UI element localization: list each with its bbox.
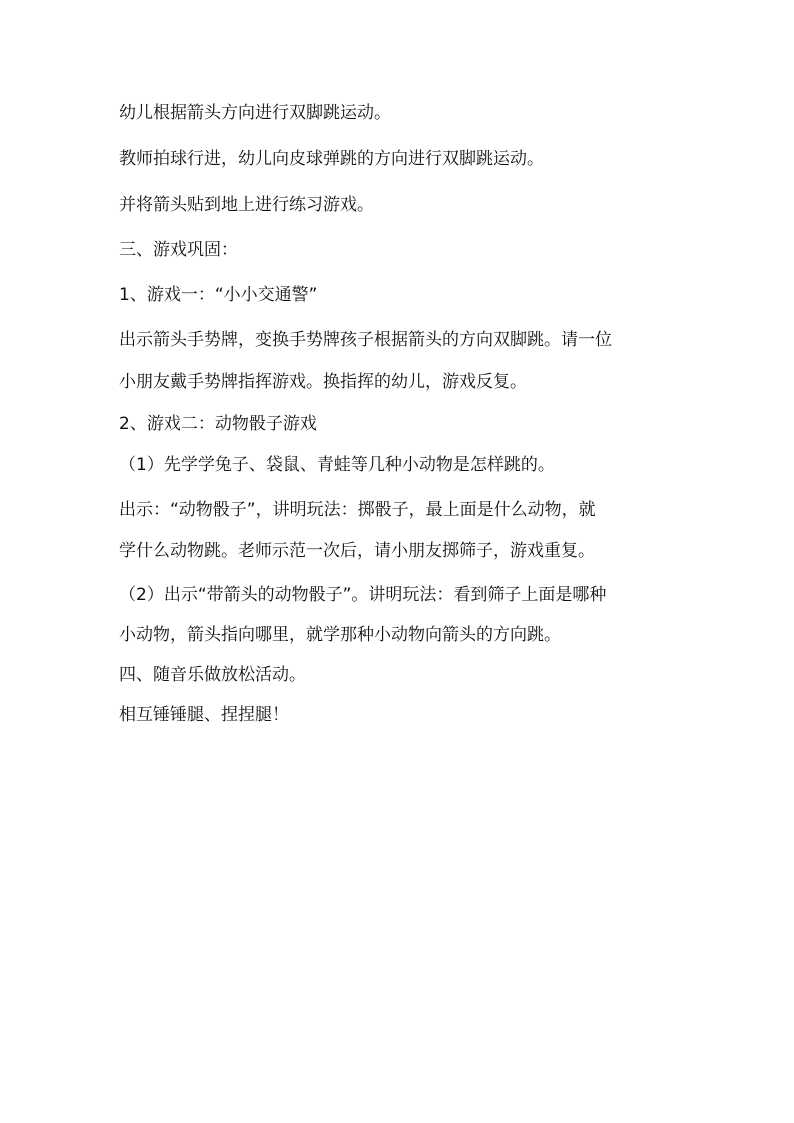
paragraph-line: 幼儿根据箭头方向进行双脚跳运动。 bbox=[119, 103, 391, 123]
paragraph-line: （1）先学学兔子、袋鼠、青蛙等几种小动物是怎样跳的。 bbox=[119, 455, 555, 475]
paragraph-line: 出示：“动物骰子”，讲明玩法：掷骰子，最上面是什么动物，就 bbox=[119, 500, 596, 520]
paragraph-line: 教师拍球行进，幼儿向皮球弹跳的方向进行双脚跳运动。 bbox=[119, 149, 544, 169]
paragraph-line: 小动物，箭头指向哪里，就学那种小动物向箭头的方向跳。 bbox=[119, 625, 561, 645]
subsection-heading: 1、游戏一：“小小交通警” bbox=[119, 285, 318, 305]
paragraph-line: 学什么动物跳。老师示范一次后，请小朋友掷筛子，游戏重复。 bbox=[119, 541, 595, 561]
paragraph-line: 并将箭头贴到地上进行练习游戏。 bbox=[119, 195, 374, 215]
document-body bbox=[119, 103, 689, 725]
paragraph-line: （2）出示“带箭头的动物骰子”。讲明玩法：看到筛子上面是哪种 bbox=[119, 585, 607, 605]
paragraph-line: 小朋友戴手势牌指挥游戏。换指挥的幼儿，游戏反复。 bbox=[119, 372, 527, 392]
subsection-heading: 2、游戏二：动物骰子游戏 bbox=[119, 414, 317, 434]
paragraph-line: 出示箭头手势牌，变换手势牌孩子根据箭头的方向双脚跳。请一位 bbox=[119, 330, 612, 350]
paragraph-line: 相互锤锤腿、捏捏腿！ bbox=[119, 705, 289, 725]
section-heading: 四、随音乐做放松活动。 bbox=[119, 665, 306, 685]
section-heading: 三、游戏巩固： bbox=[119, 240, 238, 260]
